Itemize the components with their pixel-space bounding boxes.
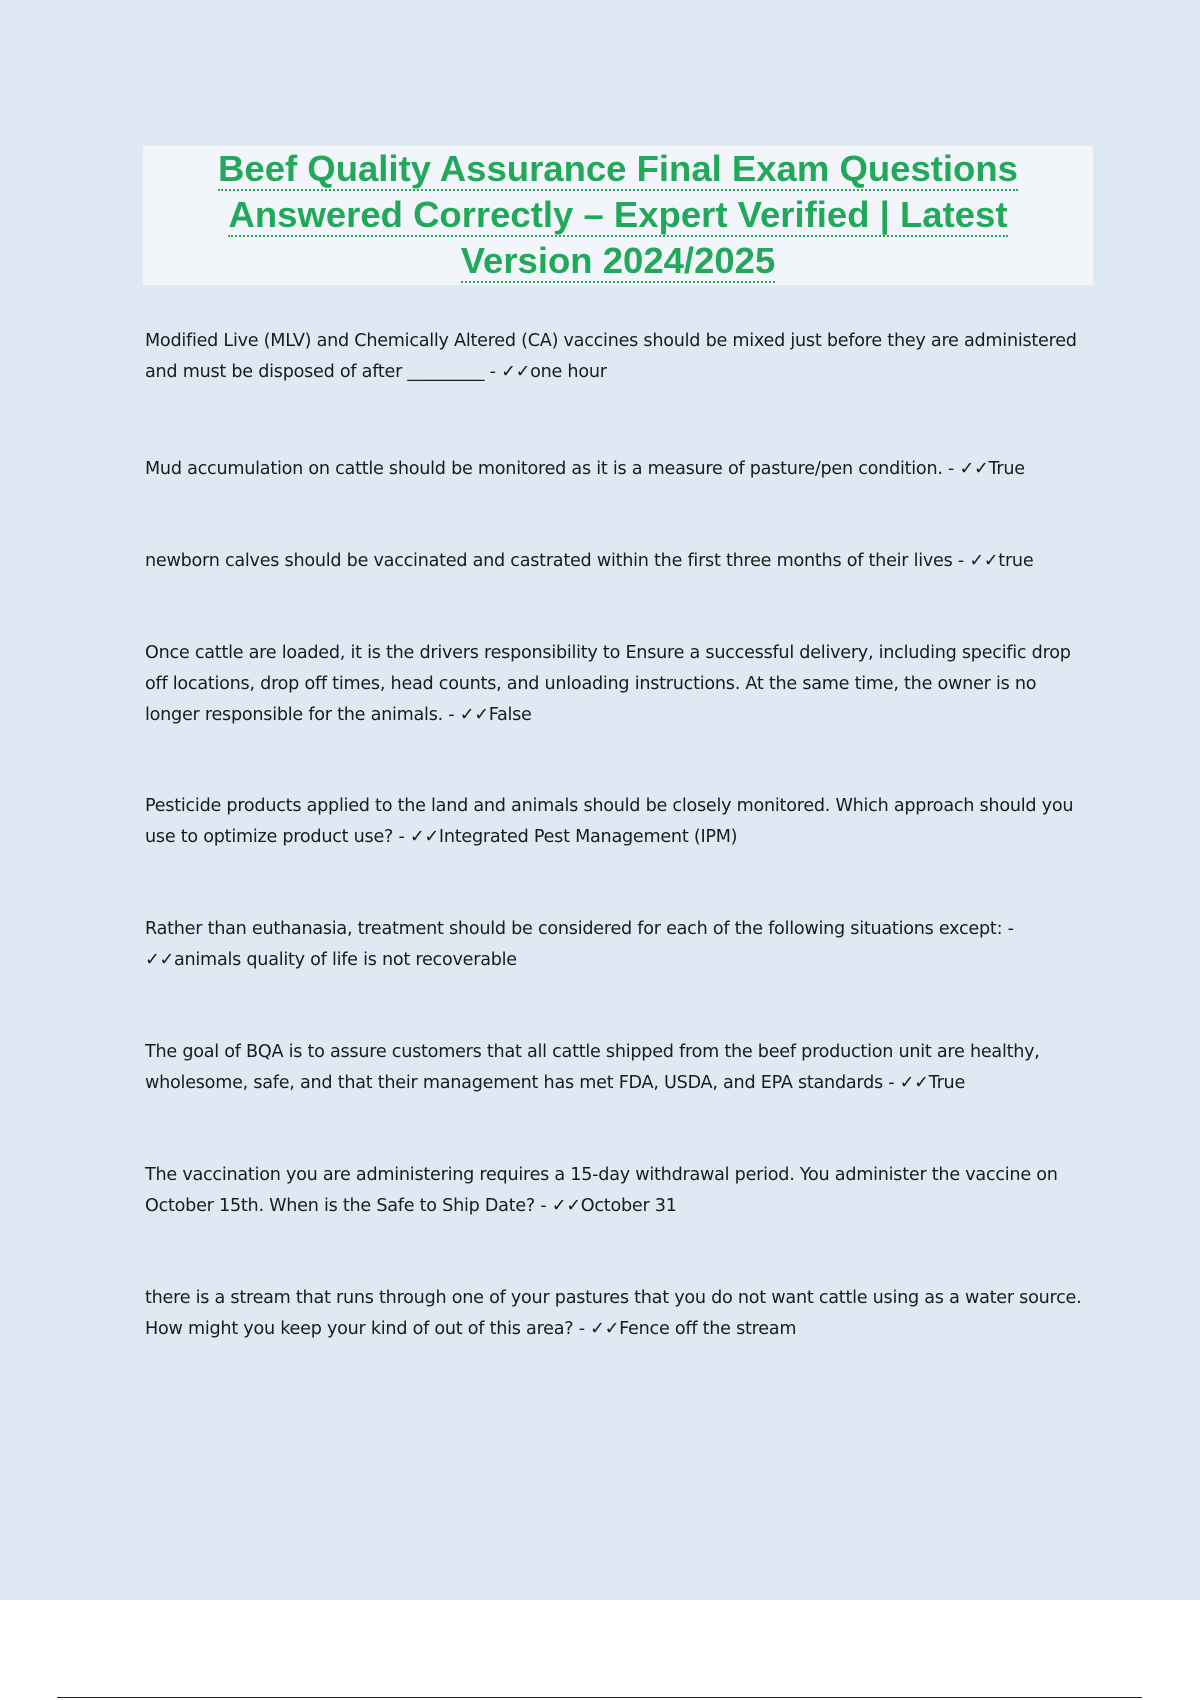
title-box bbox=[143, 146, 1093, 285]
qa-item: The vaccination you are administering requires a 15-day withdrawal period. You administer the vaccine on October 15th. When is the Safe to Ship Date? - ✓✓October 31 bbox=[145, 1165, 1058, 1216]
qa-item: Mud accumulation on cattle should be monitored as it is a measure of pasture/pen condition. - ✓✓True bbox=[145, 459, 1025, 479]
qa-item: Modified Live (MLV) and Chemically Altered (CA) vaccines should be mixed just before they are administered and must be disposed of after _________ - ✓✓one hour bbox=[145, 331, 1077, 382]
title-line-1: Beef Quality Assurance Final Exam Questions bbox=[218, 148, 1018, 189]
qa-item: Pesticide products applied to the land and animals should be closely monitored. Which approach should you use to optimize product use? - ✓✓Integrated Pest Management (IPM) bbox=[145, 796, 1074, 847]
qa-item: Once cattle are loaded, it is the drivers responsibility to Ensure a successful delivery, including specific drop off locations, drop off times, head counts, and unloading instructions. At the same time, the owner is no longer responsible for the animals. - ✓✓False bbox=[145, 643, 1071, 725]
qa-item: newborn calves should be vaccinated and castrated within the first three months of their lives - ✓✓true bbox=[145, 551, 1034, 571]
title-line-3: Version 2024/2025 bbox=[460, 240, 776, 281]
qa-item: Rather than euthanasia, treatment should be considered for each of the following situations except: - ✓✓animals quality of life is not recoverable bbox=[145, 919, 1014, 970]
page-separator bbox=[57, 1697, 1142, 1698]
document-title bbox=[143, 146, 1093, 284]
title-line-2: Answered Correctly – Expert Verified | Latest bbox=[228, 194, 1008, 235]
qa-item: The goal of BQA is to assure customers that all cattle shipped from the beef production unit are healthy, wholesome, safe, and that their management has met FDA, USDA, and EPA standards - ✓✓True bbox=[145, 1042, 1040, 1093]
qa-item: there is a stream that runs through one of your pastures that you do not want cattle using as a water source. How might you keep your kind of out of this area? - ✓✓Fence off the stream bbox=[145, 1288, 1082, 1339]
